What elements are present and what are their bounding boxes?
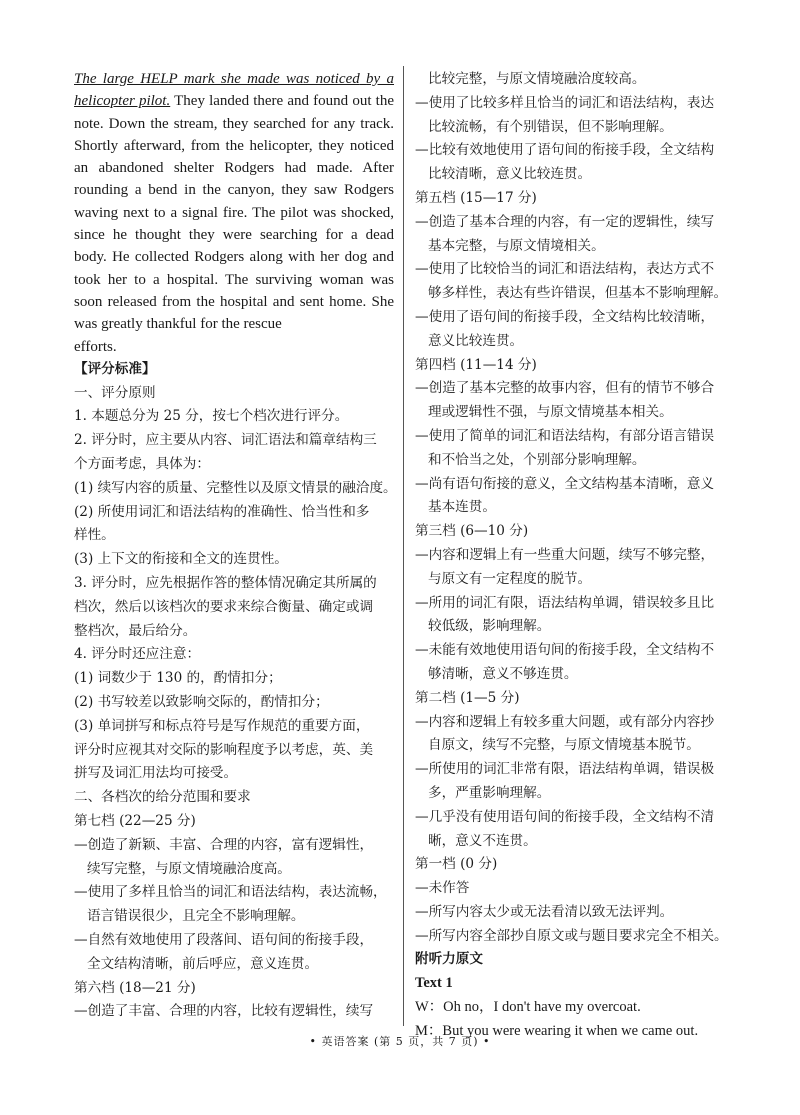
story-text: was shocked, since he thought they were searching xyxy=(74,204,395,244)
rubric-line: 4. 评分时还应注意： xyxy=(74,646,201,663)
criterion-item xyxy=(74,929,394,977)
criterion-item xyxy=(415,306,727,354)
criterion-text: 语言错误很少，且完全不影响理解。 xyxy=(87,908,305,925)
rubric-line: 一、评分原则 xyxy=(74,384,156,401)
rubric-line: (2) 所使用词汇和语法结构的准确性、恰当性和多 xyxy=(74,503,370,520)
criterion-text: —创造了基本合理的内容，有一定的逻辑性，续写 xyxy=(415,213,715,230)
rubric-line: (1) 词数少于 130 的，酌情扣分； xyxy=(74,670,282,687)
criterion-text: 够清晰，意义不够连贯。 xyxy=(428,665,578,682)
criterion-text: —使用了简单的词汇和语法结构，有部分语言错误 xyxy=(415,427,715,444)
rubric-line: (2) 书写较差以致影响交际的，酌情扣分； xyxy=(74,694,329,711)
criterion-item xyxy=(415,806,727,854)
criterion-item xyxy=(415,901,727,925)
criterion-text: 自原文，续写不完整，与原文情境基本脱节。 xyxy=(428,737,700,754)
story-text: for a dead body. He collected Rodgers along with xyxy=(74,227,394,266)
criterion-text: 多，严重影响理解。 xyxy=(428,784,551,801)
story-text: made. After rounding a bend in the canyon, they xyxy=(74,160,394,199)
criterion-text: 续写完整，与原文情境融洽度高。 xyxy=(87,860,291,877)
criterion-text: —尚有语句衔接的意义，全文结构基本清晰，意义 xyxy=(415,475,715,492)
criterion-text: —创造了基本完整的故事内容，但有的情节不够合 xyxy=(415,380,715,397)
criterion-text: —创造了新颖、丰富、合理的内容，富有逻辑性， xyxy=(74,836,374,853)
rubric-line: 档次，然后以该档次的要求来综合衡量、确定或调 xyxy=(74,598,374,615)
grade1-criteria xyxy=(415,877,727,948)
left-column xyxy=(74,68,397,1024)
criterion-item xyxy=(415,139,727,187)
criterion-text: 晰，意义不连贯。 xyxy=(428,832,537,849)
criterion-item xyxy=(415,592,727,640)
criterion-text: —使用了比较恰当的词汇和语法结构，表达方式不 xyxy=(415,261,715,278)
criterion-text: —比较有效地使用了语句间的衔接手段，全文结构 xyxy=(415,142,715,159)
criterion-text: 比较清晰，意义比较连贯。 xyxy=(428,166,592,183)
criterion-item xyxy=(415,639,727,687)
criterion-item xyxy=(415,258,727,306)
criterion-text: 理或逻辑性不强，与原文情境基本相关。 xyxy=(428,404,673,421)
criterion-text: —自然有效地使用了段落间、语句间的衔接手段， xyxy=(74,931,374,948)
criterion-text: —所使用的词汇非常有限，语法结构单调，错误极 xyxy=(415,761,715,778)
story-text: any track. Shortly afterward, from the helicopter, xyxy=(74,115,395,154)
criterion-text: 比较流畅，有个别错误，但不影响理解。 xyxy=(428,118,673,135)
criterion-text: 和不恰当之处，个别部分影响理解。 xyxy=(428,451,646,468)
story-text: saw Rodgers waving next to a signal fire. The pilot xyxy=(74,182,395,221)
criterion-text: 全文结构清晰，前后呼应，意义连贯。 xyxy=(87,955,319,972)
criterion-item xyxy=(415,473,727,521)
criterion-text: —使用了多样且恰当的词汇和语法结构，表达流畅， xyxy=(74,884,387,901)
rubric-line: 1. 本题总分为 25 分，按七个档次进行评分。 xyxy=(74,408,349,425)
criterion-text: —几乎没有使用语句间的衔接手段，全文结构不清 xyxy=(415,808,715,825)
criterion-text: —所写内容太少或无法看清以致无法评判。 xyxy=(415,903,674,920)
rubric-line: 整档次，最后给分。 xyxy=(74,622,197,639)
column-divider xyxy=(403,66,404,1026)
criterion-text: —使用了比较多样且恰当的词汇和语法结构，表达 xyxy=(415,94,715,111)
rubric-line: 样性。 xyxy=(74,527,115,544)
story-text: efforts. xyxy=(74,338,117,355)
listening-heading: 附听力原文 xyxy=(415,951,483,968)
grade2-criteria xyxy=(415,711,727,854)
criterion-text: —使用了语句间的衔接手段，全文结构比较清晰， xyxy=(415,308,715,325)
rubric-line: (3) 上下文的衔接和全文的连贯性。 xyxy=(74,551,288,568)
story-text: they noticed an abandoned shelter Rodgers had xyxy=(74,137,394,177)
grade4-criteria xyxy=(415,377,727,520)
criterion-text: —未作答 xyxy=(415,880,470,897)
grade6-criterion-start: —创造了丰富、合理的内容，比较有逻辑性，续写 xyxy=(74,1003,374,1020)
story-lead-sentence: The large HELP mark she made was noticed by a helicopter pilot. xyxy=(74,71,395,110)
criterion-text: —内容和逻辑上有较多重大问题，或有部分内容抄 xyxy=(415,713,715,730)
rubric-principles xyxy=(74,382,397,834)
grade6-criteria xyxy=(415,92,727,187)
criterion-item xyxy=(74,881,394,929)
criterion-item xyxy=(415,211,727,259)
right-column xyxy=(415,68,727,1044)
rubric-line: 个方面考虑，具体为： xyxy=(74,456,210,473)
criterion-text: 较低级，影响理解。 xyxy=(428,618,551,635)
criterion-text: 基本连贯。 xyxy=(428,499,496,516)
grade2-heading: 第二档 (1—5 分) xyxy=(415,689,520,706)
criterion-text: —所用的词汇有限，语法结构单调，错误较多且比 xyxy=(415,594,715,611)
rubric-line: 二、各档次的给分范围和要求 xyxy=(74,789,251,806)
grade7-criteria xyxy=(74,834,394,977)
rubric-line: (3) 单词拼写和标点符号是写作规范的重要方面， xyxy=(74,717,370,734)
criterion-item xyxy=(415,425,727,473)
grade3-criteria xyxy=(415,544,727,687)
text1-heading: Text 1 xyxy=(415,975,453,992)
criterion-text: —内容和逻辑上有一些重大问题，续写不够完整， xyxy=(415,546,715,563)
grade4-heading: 第四档 (11—14 分) xyxy=(415,356,537,373)
grade5-criteria xyxy=(415,211,727,354)
criterion-text: —未能有效地使用语句间的衔接手段，全文结构不 xyxy=(415,642,715,659)
criterion-item xyxy=(415,377,727,425)
criterion-item xyxy=(415,758,727,806)
criterion-item xyxy=(74,834,394,882)
story-text: her dog and took her to a hospital. The surviving xyxy=(74,249,395,288)
rubric-heading: 【评分标准】 xyxy=(74,360,156,377)
story-text: woman was soon released from the hospital and sent xyxy=(74,271,394,310)
criterion-text: 够多样性，表达有些许错误，但基本不影响理解。 xyxy=(428,285,728,302)
grade3-heading: 第三档 (6—10 分) xyxy=(415,523,529,540)
rubric-line: 3. 评分时，应先根据作答的整体情况确定其所属的 xyxy=(74,575,377,592)
rubric-line: 第七档 (22—25 分) xyxy=(74,813,196,829)
story-text: out the note. Down the stream, they searched for xyxy=(74,93,394,132)
rubric-line: (1) 续写内容的质量、完整性以及原文情景的融洽度。 xyxy=(74,479,397,496)
rubric-line: 2. 评分时，应主要从内容、词汇语法和篇章结构三 xyxy=(74,432,377,449)
criterion-text: —所写内容全部抄自原文或与题目要求完全不相关。 xyxy=(415,927,728,944)
page-footer: • 英语答案 (第 5 页，共 7 页) • xyxy=(309,1035,491,1048)
story-text: They landed there and found xyxy=(170,93,349,110)
criterion-text: 基本完整，与原文情境相关。 xyxy=(428,237,605,254)
grade6-criterion-continued: 比较完整，与原文情境融洽度较高。 xyxy=(428,71,646,87)
grade1-heading: 第一档 (0 分) xyxy=(415,856,498,873)
story-text: home. She was greatly thankful for the rescue xyxy=(74,293,394,333)
criterion-item xyxy=(415,544,727,592)
rubric-line: 拼写及词汇用法均可接受。 xyxy=(74,765,238,782)
criterion-item xyxy=(415,92,727,140)
criterion-text: 与原文有一定程度的脱节。 xyxy=(428,570,592,587)
grade5-heading: 第五档 (15—17 分) xyxy=(415,189,537,206)
rubric-line: 评分时应视其对交际的影响程度予以考虑，英、美 xyxy=(74,741,374,758)
criterion-item xyxy=(415,711,727,759)
criterion-text: 意义比较连贯。 xyxy=(428,332,524,349)
criterion-item xyxy=(415,877,727,901)
story-continuation xyxy=(74,68,394,358)
dialogue-line: W：Oh no，I don't have my overcoat. xyxy=(415,999,641,1016)
criterion-item xyxy=(415,925,727,949)
dialogue-line: M：But you were wearing it when we came out. xyxy=(415,1022,699,1039)
grade6-heading: 第六档 (18—21 分) xyxy=(74,979,196,996)
